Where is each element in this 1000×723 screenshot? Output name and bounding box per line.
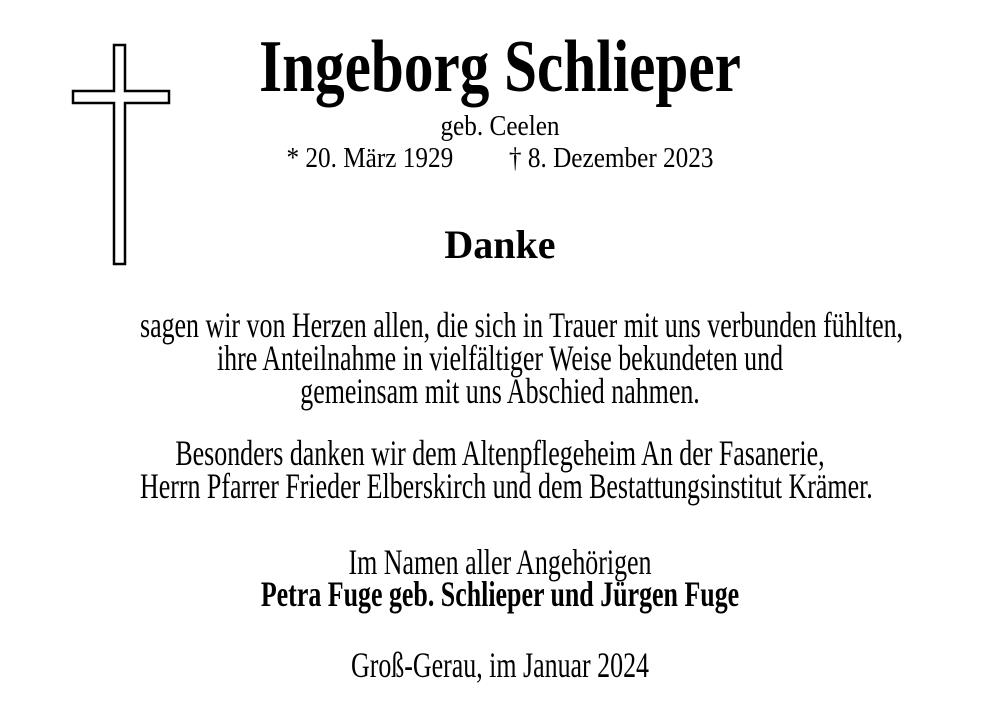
- thanks-paragraph: [140, 305, 904, 411]
- closing-block: [140, 542, 860, 614]
- thanks-heading: Danke: [444, 222, 556, 267]
- text-line: sagen wir von Herzen allen, die sich in Trauer mit uns verbunden fühlten,: [140, 305, 904, 345]
- death-date: † 8. Dezember 2023: [508, 142, 714, 174]
- text-line: Herrn Pfarrer Frieder Elberskirch und dem Bestattungsinstitut Krämer.: [140, 466, 873, 506]
- maiden-name: geb. Ceelen: [440, 110, 560, 142]
- deceased-name: Ingeborg Schlieper: [259, 26, 741, 108]
- text-line: ihre Anteilnahme in vielfältiger Weise bekundeten und: [216, 338, 784, 378]
- life-dates: [65, 142, 935, 175]
- text-line: Besonders danken wir dem Altenpflegeheim An der Fasanerie,: [175, 433, 825, 473]
- text-line: gemeinsam mit uns Abschied nahmen.: [300, 371, 700, 411]
- special-thanks-paragraph: [140, 433, 873, 506]
- birth-date: * 20. März 1929: [286, 142, 454, 174]
- place-date: Groß-Gerau, im Januar 2024: [350, 645, 649, 685]
- family-names: Petra Fuge geb. Schlieper und Jürgen Fuge: [260, 574, 740, 614]
- closing-line: Im Namen aller Angehörigen: [348, 542, 652, 582]
